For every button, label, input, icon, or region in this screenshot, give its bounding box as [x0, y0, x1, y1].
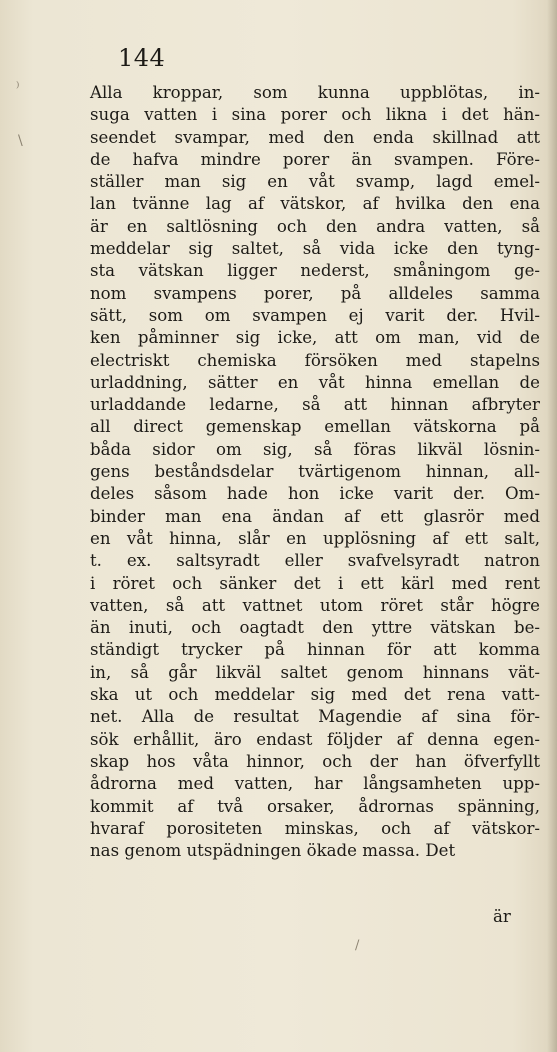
text-line: de hafva mindre porer än svampen. Före-	[90, 149, 540, 169]
text-line: vatten, så att vattnet utom röret står högre	[90, 595, 540, 615]
text-line: ska ut och meddelar sig med det rena vatt-	[90, 685, 540, 705]
text-line: hvaraf porositeten minskas, och af vätskor-	[90, 818, 540, 838]
text-line: meddelar sig saltet, så vida icke den tyng-	[90, 239, 540, 259]
text-line: sätt, som om svampen ej varit der. Hvil-	[90, 305, 540, 325]
text-line: nas genom utspädningen ökade massa. Det	[90, 841, 456, 861]
text-line: suga vatten i sina porer och likna i det hän-	[90, 105, 540, 125]
text-line: Alla kroppar, som kunna uppblötas, in-	[90, 83, 540, 102]
body-text	[90, 82, 540, 862]
text-line: nom svampens porer, på alldeles samma	[90, 283, 540, 303]
text-line: båda sidor om sig, så föras likväl lösnin-	[90, 439, 540, 459]
text-line: ständigt trycker på hinnan för att komma	[90, 640, 540, 660]
catchword: är	[493, 907, 511, 926]
text-line: all direct gemenskap emellan vätskorna på	[90, 417, 540, 437]
text-line: electriskt chemiska försöken med stapelns	[90, 350, 540, 370]
text-line: ådrorna med vatten, har långsamheten upp-	[90, 774, 540, 794]
text-line: binder man ena ändan af ett glasrör med	[90, 506, 540, 526]
text-line: är en saltlösning och den andra vatten, så	[90, 216, 540, 236]
page-number: 144	[118, 44, 166, 72]
text-line: urladdning, sätter en våt hinna emellan de	[90, 372, 540, 392]
text-line: t. ex. saltsyradt eller svafvelsyradt natron	[90, 551, 540, 571]
text-line: deles såsom hade hon icke varit der. Om-	[90, 484, 540, 504]
text-line: ken påminner sig icke, att om man, vid de	[90, 328, 540, 348]
text-line: in, så går likväl saltet genom hinnans vät-	[90, 662, 540, 682]
text-line: ställer man sig en våt svamp, lagd emel-	[90, 172, 540, 192]
text-line: kommit af två orsaker, ådrornas spänning,	[90, 796, 540, 816]
text-line: net. Alla de resultat Magendie af sina för-	[90, 707, 540, 727]
text-line: seendet svampar, med den enda skillnad att	[90, 127, 540, 147]
text-line: lan tvänne lag af vätskor, af hvilka den ena	[90, 194, 540, 214]
text-line: gens beståndsdelar tvärtigenom hinnan, all-	[90, 462, 540, 482]
text-line: sök erhållit, äro endast följder af denna egen-	[90, 729, 540, 749]
margin-mark: \	[18, 133, 23, 149]
page-edge-shadow	[547, 0, 557, 1052]
text-line: än inuti, och oagtadt den yttre vätskan be-	[90, 618, 540, 638]
text-line: en våt hinna, slår en upplösning af ett salt,	[90, 528, 540, 548]
margin-mark: ⁾	[16, 80, 20, 96]
text-line: skap hos våta hinnor, och der han öfverfyllt	[90, 751, 540, 771]
margin-mark: /	[355, 938, 360, 953]
text-line: sta vätskan ligger nederst, småningom ge-	[90, 261, 540, 281]
text-line: i röret och sänker det i ett kärl med rent	[90, 573, 540, 593]
text-line: urladdande ledarne, så att hinnan afbryter	[90, 395, 540, 415]
